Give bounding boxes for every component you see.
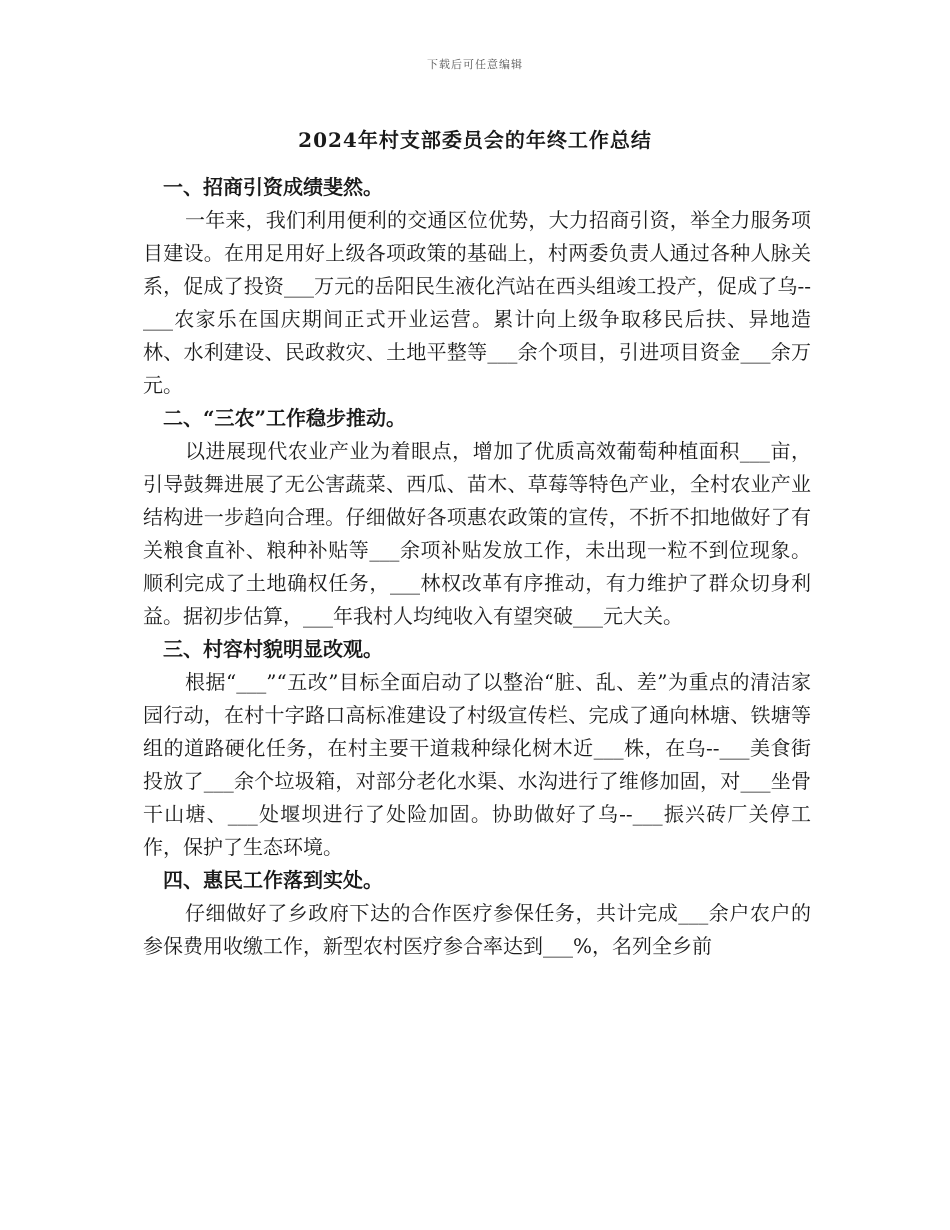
section-paragraph-1: 一年来，我们利用便利的交通区位优势，大力招商引资，举全力服务项目建设。在用足用好上级各项政策的基础上，村两委负责人通过各种人脉关系，促成了投资___万元的岳阳民生液化汽站在西头组竣工投产，促成了乌--___农家乐在国庆期间正式开业运营。累计向上级争取移民后扶、异地造林、水利建设、民政救灾、土地平整等___余个项目，引进项目资金___余万元。 <box>143 208 811 397</box>
section-paragraph-4: 仔细做好了乡政府下达的合作医疗参保任务，共计完成___余户农户的参保费用收缴工作，新型农村医疗参合率达到___%，名列全乡前 <box>143 901 811 958</box>
document-body <box>143 171 811 963</box>
document-title: 2024年村支部委员会的年终工作总结 <box>298 128 652 152</box>
header-note: 下载后可任意编辑 <box>427 58 523 71</box>
section-heading-1: 一、招商引资成绩斐然。 <box>163 175 383 199</box>
section-heading-3: 三、村容村貌明显改观。 <box>163 637 383 661</box>
section-heading-2: 二、“三农”工作稳步推动。 <box>163 406 407 430</box>
section-paragraph-3: 根据“___”“五改”目标全面启动了以整治“脏、乱、差”为重点的清洁家园行动，在村十字路口高标准建设了村级宣传栏、完成了通向林塘、铁塘等组的道路硬化任务，在村主要干道栽种绿化树木近___株，在乌--___美食街投放了___余个垃圾箱，对部分老化水渠、水沟进行了维修加固，对___坐骨干山塘、___处堰坝进行了处险加固。协助做好了乌--___振兴砖厂关停工作，保护了生态环境。 <box>143 670 811 859</box>
section-heading-4: 四、惠民工作落到实处。 <box>163 868 383 892</box>
section-paragraph-2: 以进展现代农业产业为着眼点，增加了优质高效葡萄种植面积___亩，引导鼓舞进展了无公害蔬菜、西瓜、苗木、草莓等特色产业，全村农业产业结构进一步趋向合理。仔细做好各项惠农政策的宣传，不折不扣地做好了有关粮食直补、粮种补贴等___余项补贴发放工作，未出现一粒不到位现象。顺利完成了土地确权任务，___林权改革有序推动，有力维护了群众切身利益。据初步估算，___年我村人均纯收入有望突破___元大关。 <box>143 439 811 628</box>
